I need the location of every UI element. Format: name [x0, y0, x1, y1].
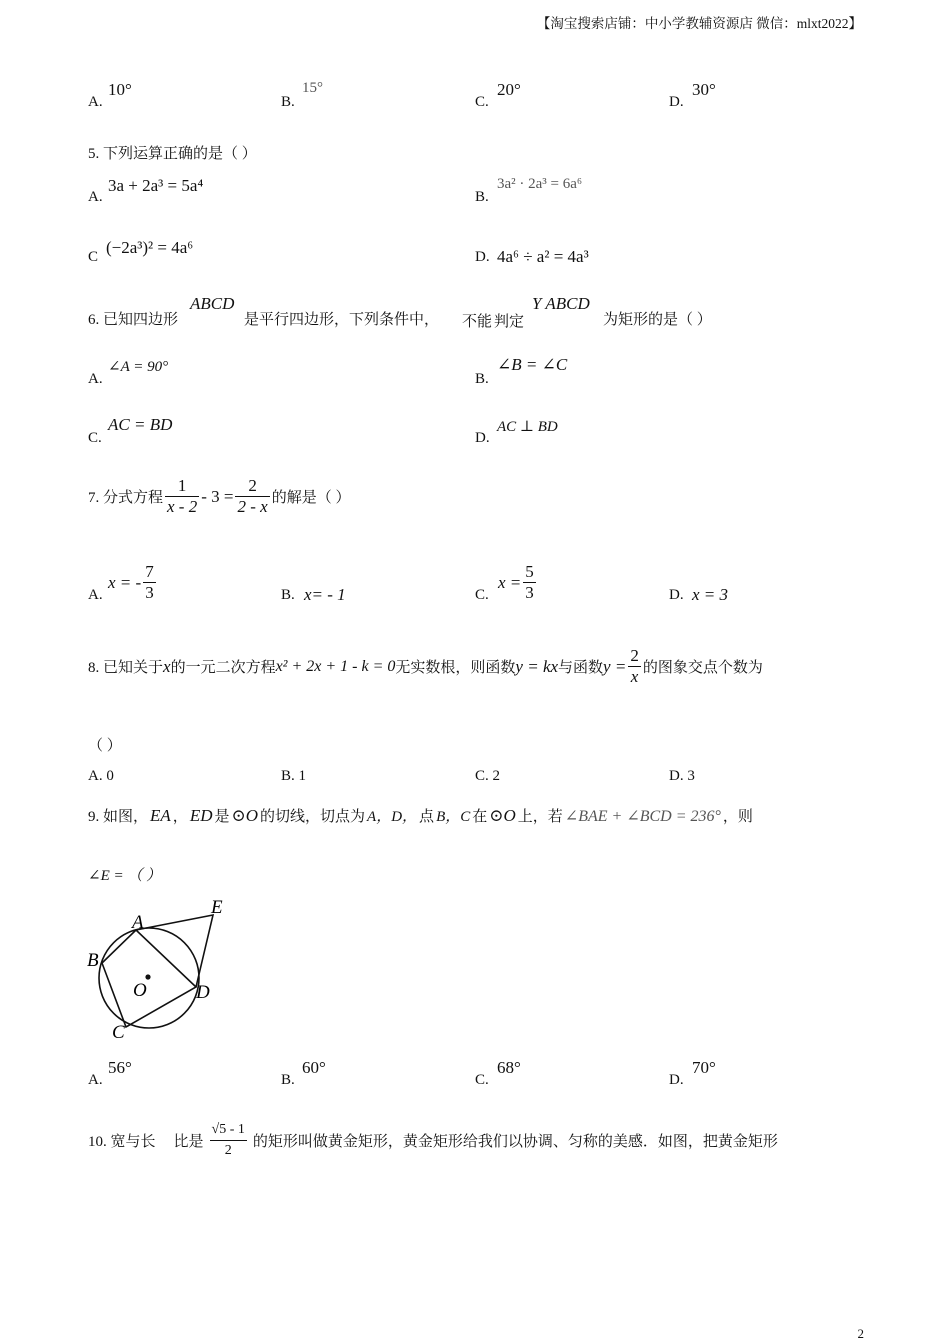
q10-golden-fraction — [210, 1120, 247, 1161]
q8-func2-denominator: x — [630, 667, 639, 686]
q6-stem-part4: 为矩形的是（ ） — [603, 312, 712, 328]
q8-stem-equation: x² + 2x + 1 - k = 0 — [275, 657, 396, 675]
q8-option-a-value: 0 — [106, 768, 114, 784]
q5-option-d-value: 4a⁶ ÷ a² = 4a³ — [497, 247, 589, 266]
q7-option-b-value: x= - 1 — [304, 585, 346, 604]
q7-fraction-2 — [235, 476, 269, 517]
q7-option-a-value — [108, 562, 158, 603]
q10-stem — [88, 1120, 778, 1161]
q8-option-c-value: 2 — [492, 768, 501, 784]
q6-option-d-value: AC ⊥ BD — [497, 419, 558, 435]
q8-option-d — [669, 768, 695, 785]
q5-option-c-value: (−2a³)² = 4a⁶ — [106, 238, 194, 257]
q7-option-a-label: A. — [88, 587, 103, 603]
q10-fraction-numerator: √5 - 1 — [210, 1120, 247, 1141]
q9-figure-label-a: A — [132, 912, 144, 933]
q8-stem-part1: 8. 已知关于 — [88, 660, 164, 676]
page-header: 【淘宝搜索店铺：中小学教辅资源店 微信：mlxt2022】 — [536, 16, 862, 31]
q9-figure-label-e: E — [211, 897, 223, 918]
q6-option-c-value: AC = BD — [108, 415, 173, 434]
q8-stem-func1: y = kx — [515, 656, 559, 676]
q9-stem-part7: ，则 — [722, 809, 753, 825]
q5-option-b-value: 3a² · 2a³ = 6a⁶ — [497, 176, 583, 192]
q6-stem-part1: 6. 已知四边形 — [88, 312, 179, 328]
q6-option-b-value: ∠B = ∠C — [497, 355, 568, 374]
q9-figure-label-c: C — [112, 1022, 125, 1043]
q8-stem-part4: 与函数 — [558, 660, 604, 676]
q10-stem-part3: 的矩形叫做黄金矩形，黄金矩形给我们以协调、匀称的美感．如图，把黄金矩形 — [252, 1134, 778, 1150]
q9-option-c-label: C. — [475, 1072, 489, 1088]
q4-option-b-label: B. — [281, 94, 295, 110]
q6-stem-emphasis: 不能 — [462, 314, 493, 330]
q7-option-b-label: B. — [281, 587, 295, 603]
q8-func2-numerator: 2 — [630, 646, 639, 665]
q6-stem-part3: 判定 — [494, 314, 525, 330]
q9-figure-label-b: B — [87, 950, 99, 971]
q8-stem — [88, 646, 763, 687]
q6-option-c-label: C. — [88, 430, 102, 446]
q6-option-a-label: A. — [88, 371, 103, 387]
q10-stem-part1: 10. 宽与长 — [88, 1134, 156, 1150]
q4-option-b-value: 15° — [302, 80, 323, 96]
q8-stem-part2: 的一元二次方程 — [170, 660, 276, 676]
q7-stem-part1: 7. 分式方程 — [88, 490, 164, 506]
q5-option-b-label: B. — [475, 189, 489, 205]
q7-option-c-value — [498, 562, 538, 603]
q9-stem-points2: B，C — [436, 809, 471, 825]
q8-option-c-label: C. — [475, 768, 489, 784]
q8-option-d-label: D. — [669, 768, 684, 784]
q9-stem-circle2: ⊙O — [489, 805, 516, 825]
q8-option-a — [88, 768, 114, 785]
q7-option-c-numerator: 5 — [525, 562, 534, 581]
q10-fraction-denominator: 2 — [224, 1143, 232, 1158]
page-number: 2 — [857, 1326, 864, 1341]
q4-option-d-value: 30° — [692, 80, 716, 99]
q9-stem-part5: 在 — [472, 809, 488, 825]
q9-figure-label-o: O — [133, 980, 147, 1001]
q8-option-d-value: 3 — [687, 768, 695, 784]
q8-stem-continuation: （ ） — [88, 738, 122, 754]
q7-fraction-1-numerator: 1 — [165, 476, 199, 497]
q9-option-d-label: D. — [669, 1072, 684, 1088]
q7-fraction-2-denominator: 2 - x — [237, 497, 268, 516]
q4-option-c-value: 20° — [497, 80, 521, 99]
q9-option-a-label: A. — [88, 1072, 103, 1088]
q7-option-c-denominator: 3 — [525, 583, 534, 602]
q9-stem-part1: 9. 如图， — [88, 809, 149, 825]
q7-fraction-1-denominator: x - 2 — [167, 497, 198, 516]
q9-stem-continuation — [88, 864, 161, 885]
q4-option-d-label: D. — [669, 94, 684, 110]
q5-option-c-label: C — [88, 249, 99, 265]
q7-stem-mid: - 3 = — [201, 486, 234, 506]
q5-stem: 5. 下列运算正确的是（ ） — [88, 146, 257, 162]
q7-option-a-pre: x = - — [108, 572, 142, 592]
q8-option-b — [281, 768, 306, 785]
q7-option-a-denominator: 3 — [145, 583, 154, 602]
q8-stem-part5: 的图象交点个数为 — [642, 660, 763, 676]
q9-stem — [88, 805, 753, 826]
q8-stem-func2-fraction — [628, 646, 641, 687]
q5-option-d-label: D. — [475, 249, 490, 265]
q8-option-c — [475, 768, 500, 785]
q6-option-d-label: D. — [475, 430, 490, 446]
q9-option-c-value: 68° — [497, 1058, 521, 1077]
q7-option-d-label: D. — [669, 587, 684, 603]
q6-stem-math-abcd: ABCD — [190, 294, 235, 313]
q5-option-a-value: 3a + 2a³ = 5a⁴ — [108, 176, 204, 195]
q4-option-c-label: C. — [475, 94, 489, 110]
q7-stem-part2: 的解是（ ） — [271, 490, 351, 506]
q8-stem-var: x — [163, 656, 171, 676]
q6-option-a-value: ∠A = 90° — [108, 359, 169, 375]
q5-option-a-label: A. — [88, 189, 103, 205]
q4-option-a-value: 10° — [108, 80, 132, 99]
q6-option-b-label: B. — [475, 371, 489, 387]
q9-stem-part4: 点 — [419, 809, 435, 825]
q9-stem-circle: ⊙O — [231, 805, 259, 825]
q9-stem-ea: EA — [150, 805, 171, 825]
q7-option-a-fraction — [143, 562, 156, 603]
q9-stem-angle-e: ∠E = （ ） — [88, 868, 162, 884]
q9-figure-label-d: D — [196, 982, 210, 1003]
q10-stem-part2: 比是 — [173, 1134, 204, 1150]
q9-figure-center-point — [145, 974, 150, 979]
q8-option-b-label: B. — [281, 768, 295, 784]
q9-figure — [80, 893, 240, 1048]
q8-stem-func2-pre: y = — [603, 656, 627, 676]
q8-stem-part3: 无实数根，则函数 — [395, 660, 516, 676]
q9-stem-comma: ， — [172, 809, 188, 825]
q9-option-b-label: B. — [281, 1072, 295, 1088]
q6-stem-math-parallelogram: Y ABCD — [532, 294, 590, 313]
q9-stem-ed: ED — [189, 805, 213, 825]
q9-option-a-value: 56° — [108, 1058, 132, 1077]
q8-option-a-label: A. — [88, 768, 103, 784]
q9-stem-points1: A，D， — [367, 809, 418, 825]
q4-option-a-label: A. — [88, 94, 103, 110]
q7-option-a-numerator: 7 — [145, 562, 154, 581]
q7-fraction-2-numerator: 2 — [235, 476, 269, 497]
q7-option-d-value: x = 3 — [692, 585, 729, 604]
q7-fraction-1 — [165, 476, 199, 517]
q7-option-c-fraction — [523, 562, 536, 603]
q9-option-d-value: 70° — [692, 1058, 716, 1077]
q9-stem-part6: 上，若 — [517, 809, 563, 825]
q7-stem — [88, 476, 350, 517]
q8-option-b-value: 1 — [298, 768, 307, 784]
q6-stem-part2: 是平行四边形，下列条件中， — [244, 312, 440, 328]
q9-option-b-value: 60° — [302, 1058, 326, 1077]
q9-stem-part3: 的切线，切点为 — [260, 809, 366, 825]
q9-stem-part2: 是 — [214, 809, 230, 825]
q9-stem-condition: ∠BAE + ∠BCD = 236° — [564, 807, 721, 825]
q7-option-c-pre: x = — [498, 572, 522, 592]
q7-option-c-label: C. — [475, 587, 489, 603]
